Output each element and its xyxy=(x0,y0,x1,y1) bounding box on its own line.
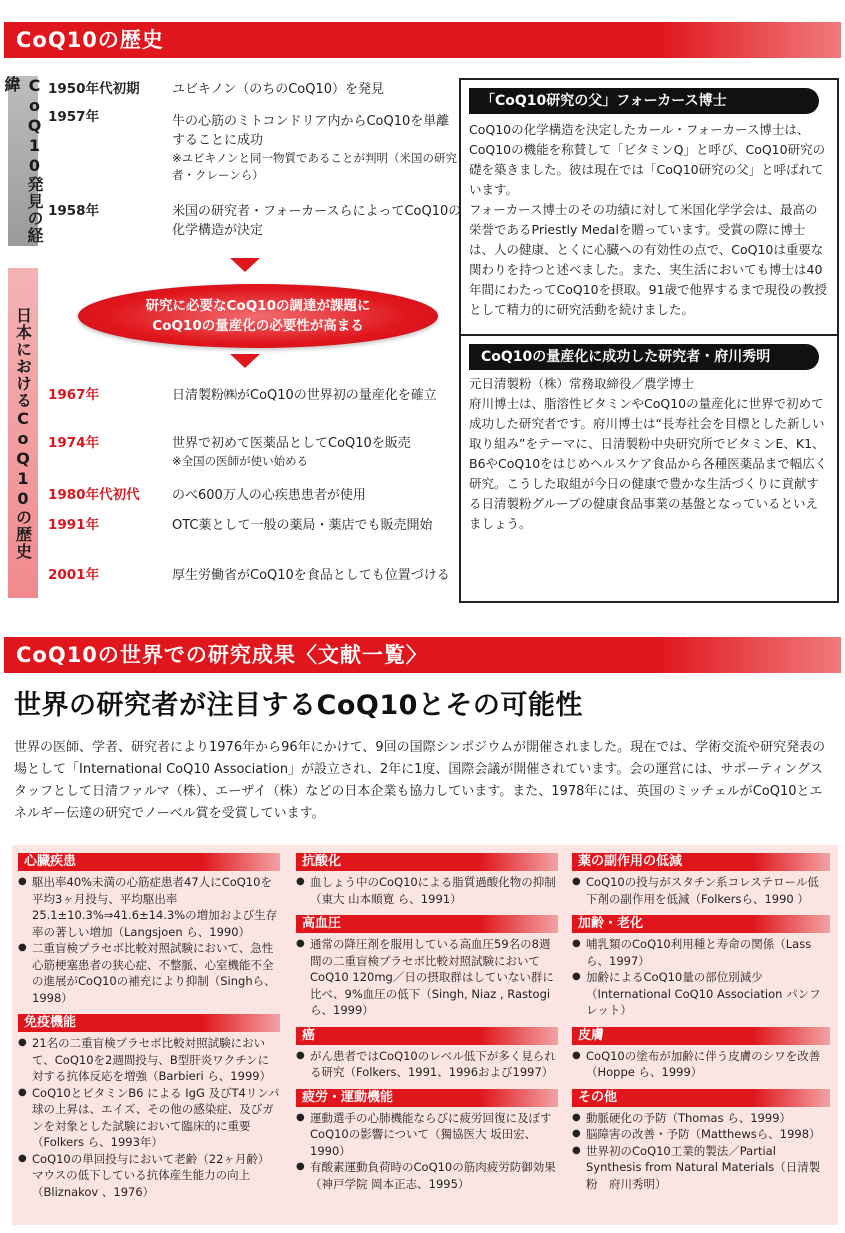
side-label-japan: 日本におけるCoQ10の歴史 xyxy=(8,268,38,598)
category-heading: 高血圧 xyxy=(296,915,558,933)
category-list xyxy=(572,1110,830,1193)
timeline-year: 1958年 xyxy=(48,203,100,219)
list-item: ● CoQ10とビタミンB6 による IgG 及びT4リンパ球の上昇は、エイズ、その他の感染症、及びガンを対象とした試験において臨床的に重要（Folkers ら、1993年） xyxy=(18,1085,280,1151)
timeline-text: 世界で初めて医薬品としてCoQ10を販売 xyxy=(172,436,411,451)
list-item: ● 加齢によるCoQ10量の部位別減少（International CoQ10 Association パンフレット） xyxy=(572,969,830,1019)
list-item: ● 21名の二重盲検プラセボ比較対照試験において、CoQ10を2週間投与、B型肝炎ワクチンに対する抗体反応を増強（Barbieri ら、1999） xyxy=(18,1035,280,1085)
category-heading: 皮膚 xyxy=(572,1027,830,1045)
timeline-text: OTC薬として一般の薬局・薬店でも販売開始 xyxy=(172,518,433,533)
category-heading: 加齢・老化 xyxy=(572,915,830,933)
list-item: ● 世界初のCoQ10工業的製法／Partial Synthesis from Natural Materials（日清製粉 府川秀明） xyxy=(572,1143,830,1193)
timeline-year: 1991年 xyxy=(48,517,100,533)
list-item: ● 二重盲検プラセボ比較対照試験において、急性心筋梗塞患者の狭心症、不整脈、心室機能不全の進展がCoQ10の補充により抑制（Singhら、1998） xyxy=(18,940,280,1006)
list-item: ● CoQ10の塗布が加齢に伴う皮膚のシワを改善（Hoppe ら、1999） xyxy=(572,1048,830,1081)
profile-box xyxy=(459,78,839,603)
category-heading: 疲労・運動機能 xyxy=(296,1089,558,1107)
category-list xyxy=(296,1110,558,1193)
list-item: ● 運動選手の心肺機能ならびに疲労回復に及ぼすCoQ10の影響について（獨協医大 坂田宏、1990） xyxy=(296,1110,558,1160)
list-item: ● CoQ10の単回投与において老齢（22ヶ月齢）マウスの低下している抗体産生能力の向上（Bliznakov 、1976） xyxy=(18,1151,280,1201)
findings-column-1 xyxy=(18,853,280,1208)
fuchikawa-subtitle: 元日清製粉（株）常務取締役／農学博士 xyxy=(469,376,695,391)
category-heading: その他 xyxy=(572,1089,830,1107)
timeline-text: 厚生労働省がCoQ10を食品としても位置づける xyxy=(172,568,450,583)
timeline-year: 1967年 xyxy=(48,387,100,403)
timeline-text: 牛の心筋のミトコンドリア内からCoQ10を単離することに成功 xyxy=(172,114,450,148)
timeline-year: 2001年 xyxy=(48,567,100,583)
timeline-text: のべ600万人の心疾患患者が使用 xyxy=(172,488,366,503)
list-item: ● 哺乳類のCoQ10利用種と寿命の関係（Lassら、1997） xyxy=(572,936,830,969)
timeline-text: 日清製粉㈱がCoQ10の世界初の量産化を確立 xyxy=(172,388,437,403)
list-item: ● 動脈硬化の予防（Thomas ら、1999） xyxy=(572,1110,830,1127)
timeline-text: 米国の研究者・フォーカースらによってCoQ10の化学構造が決定 xyxy=(172,204,462,238)
timeline-year: 1950年代初期 xyxy=(48,81,140,97)
timeline-year: 1974年 xyxy=(48,435,100,451)
category-list xyxy=(296,936,558,1019)
findings-column-3 xyxy=(572,853,830,1200)
fuchikawa-header: CoQ10の量産化に成功した研究者・府川秀明 xyxy=(469,344,819,370)
timeline-note: ※ユビキノンと同一物質であることが判明（米国の研究者・クレーンら） xyxy=(172,151,457,182)
research-title: 世界の研究者が注目するCoQ10とその可能性 xyxy=(14,690,583,721)
findings-column-2 xyxy=(296,853,558,1200)
category-list xyxy=(296,874,558,907)
list-item: ● 脳障害の改善・予防（Matthewsら、1998） xyxy=(572,1126,830,1143)
timeline-year: 1957年 xyxy=(48,109,100,125)
category-list xyxy=(572,936,830,1019)
divider xyxy=(461,334,837,336)
category-list xyxy=(296,1048,558,1081)
category-list xyxy=(18,1035,280,1200)
side-label-discovery: CoQ10発見の経緯 xyxy=(2,76,44,244)
category-heading: 心臓疾患 xyxy=(18,853,280,871)
timeline-note: ※全国の医師が使い始める xyxy=(172,454,309,468)
category-heading: 免疫機能 xyxy=(18,1014,280,1032)
findings-panel xyxy=(12,845,838,1225)
timeline-year: 1980年代初代 xyxy=(48,487,140,503)
arrow-down-icon xyxy=(230,258,260,272)
callout-line-1: 研究に必要なCoQ10の調達が課題に xyxy=(145,298,371,314)
research-intro: 世界の医師、学者、研究者により1976年から96年にかけて、9回の国際シンポジウムが開催されました。現在では、学術交流や研究発表の場として「International CoQ10 Association」が設立され、2年に1度、国際会議が開催されています。会の運営には、サポーティングスタッフとして日清ファルマ（株）、エーザイ（株）などの日本企業も協力しています。また、1978年には、英国のミッチェルがCoQ10とエネルギー伝達の研究でノーベル賞を受賞しています。 xyxy=(14,740,826,821)
history-banner: CoQ10の歴史 xyxy=(4,22,841,58)
folkers-para-2: フォーカース博士のその功績に対して米国化学学会は、最高の栄誉であるPriestly Medalを贈っています。受賞の際に博士は、人の健康、とくに心臓への有効性の点で、CoQ10は重要な関わりを持つと述べました。また、実生活においても博士は40年間にわたってCoQ10を摂取。91歳で他界するまで現役の教授として精力的に研究活動を続けました。 xyxy=(469,202,828,317)
list-item: ● がん患者ではCoQ10のレベル低下が多く見られる研究（Folkers、1991、1996および1997） xyxy=(296,1048,558,1081)
list-item: ● 血しょう中のCoQ10による脂質過酸化物の抑制（東大 山本順寛 ら、1991） xyxy=(296,874,558,907)
category-list xyxy=(572,1048,830,1081)
category-heading: 癌 xyxy=(296,1027,558,1045)
callout-ellipse xyxy=(78,284,438,348)
folkers-header: 「CoQ10研究の父」フォーカース博士 xyxy=(469,88,819,114)
timeline-text: ユビキノン（のちのCoQ10）を発見 xyxy=(172,82,385,97)
category-list xyxy=(572,874,830,907)
callout-line-2: CoQ10の量産化の必要性が高まる xyxy=(152,318,364,334)
list-item: ● CoQ10の投与がスタチン系コレステロール低下剤の副作用を低減（Folkersら、1990 ） xyxy=(572,874,830,907)
list-item: ● 駆出率40%未満の心筋症患者47人にCoQ10を平均3ヶ月投与、平均駆出率25.1±10.3%⇒41.6±14.3%の増加および生存率の著しい増加（Langsjoen ら、1990） xyxy=(18,874,280,940)
folkers-para-1: CoQ10の化学構造を決定したカール・フォーカース博士は、CoQ10の機能を称賛して「ビタミンQ」と呼び、CoQ10研究の礎を築きました。彼は現在では「CoQ10研究の父」と呼ばれています。 xyxy=(469,122,826,197)
fuchikawa-para: 府川博士は、脂溶性ビタミンやCoQ10の量産化に世界で初めて成功した研究者です。府川博士は“長寿社会を目標とした新しい取り組み”をテーマに、日清製粉中央研究所でビタミンE、K1、B6やCoQ10をはじめヘルスケア食品から各種医薬品まで幅広く研究。こうした取組が今日の健康で豊かな生活づくりに貢献する日清製粉グループの健康食品事業の基盤となっているといえましょう。 xyxy=(469,396,828,531)
category-heading: 薬の副作用の低減 xyxy=(572,853,830,871)
list-item: ● 通常の降圧剤を服用している高血圧59名の8週間の二重盲検プラセボ比較対照試験においてCoQ10 120mg／日の摂取群はしていない群に比べ、9%血圧の低下（Singh, Niaz , Rastogi ら、1999） xyxy=(296,936,558,1019)
research-banner: CoQ10の世界での研究成果〈文献一覧〉 xyxy=(4,637,841,673)
arrow-down-icon xyxy=(230,354,260,368)
list-item: ● 有酸素運動負荷時のCoQ10の筋肉疲労防御効果（神戸学院 岡本正志、1995） xyxy=(296,1159,558,1192)
category-list xyxy=(18,874,280,1006)
category-heading: 抗酸化 xyxy=(296,853,558,871)
